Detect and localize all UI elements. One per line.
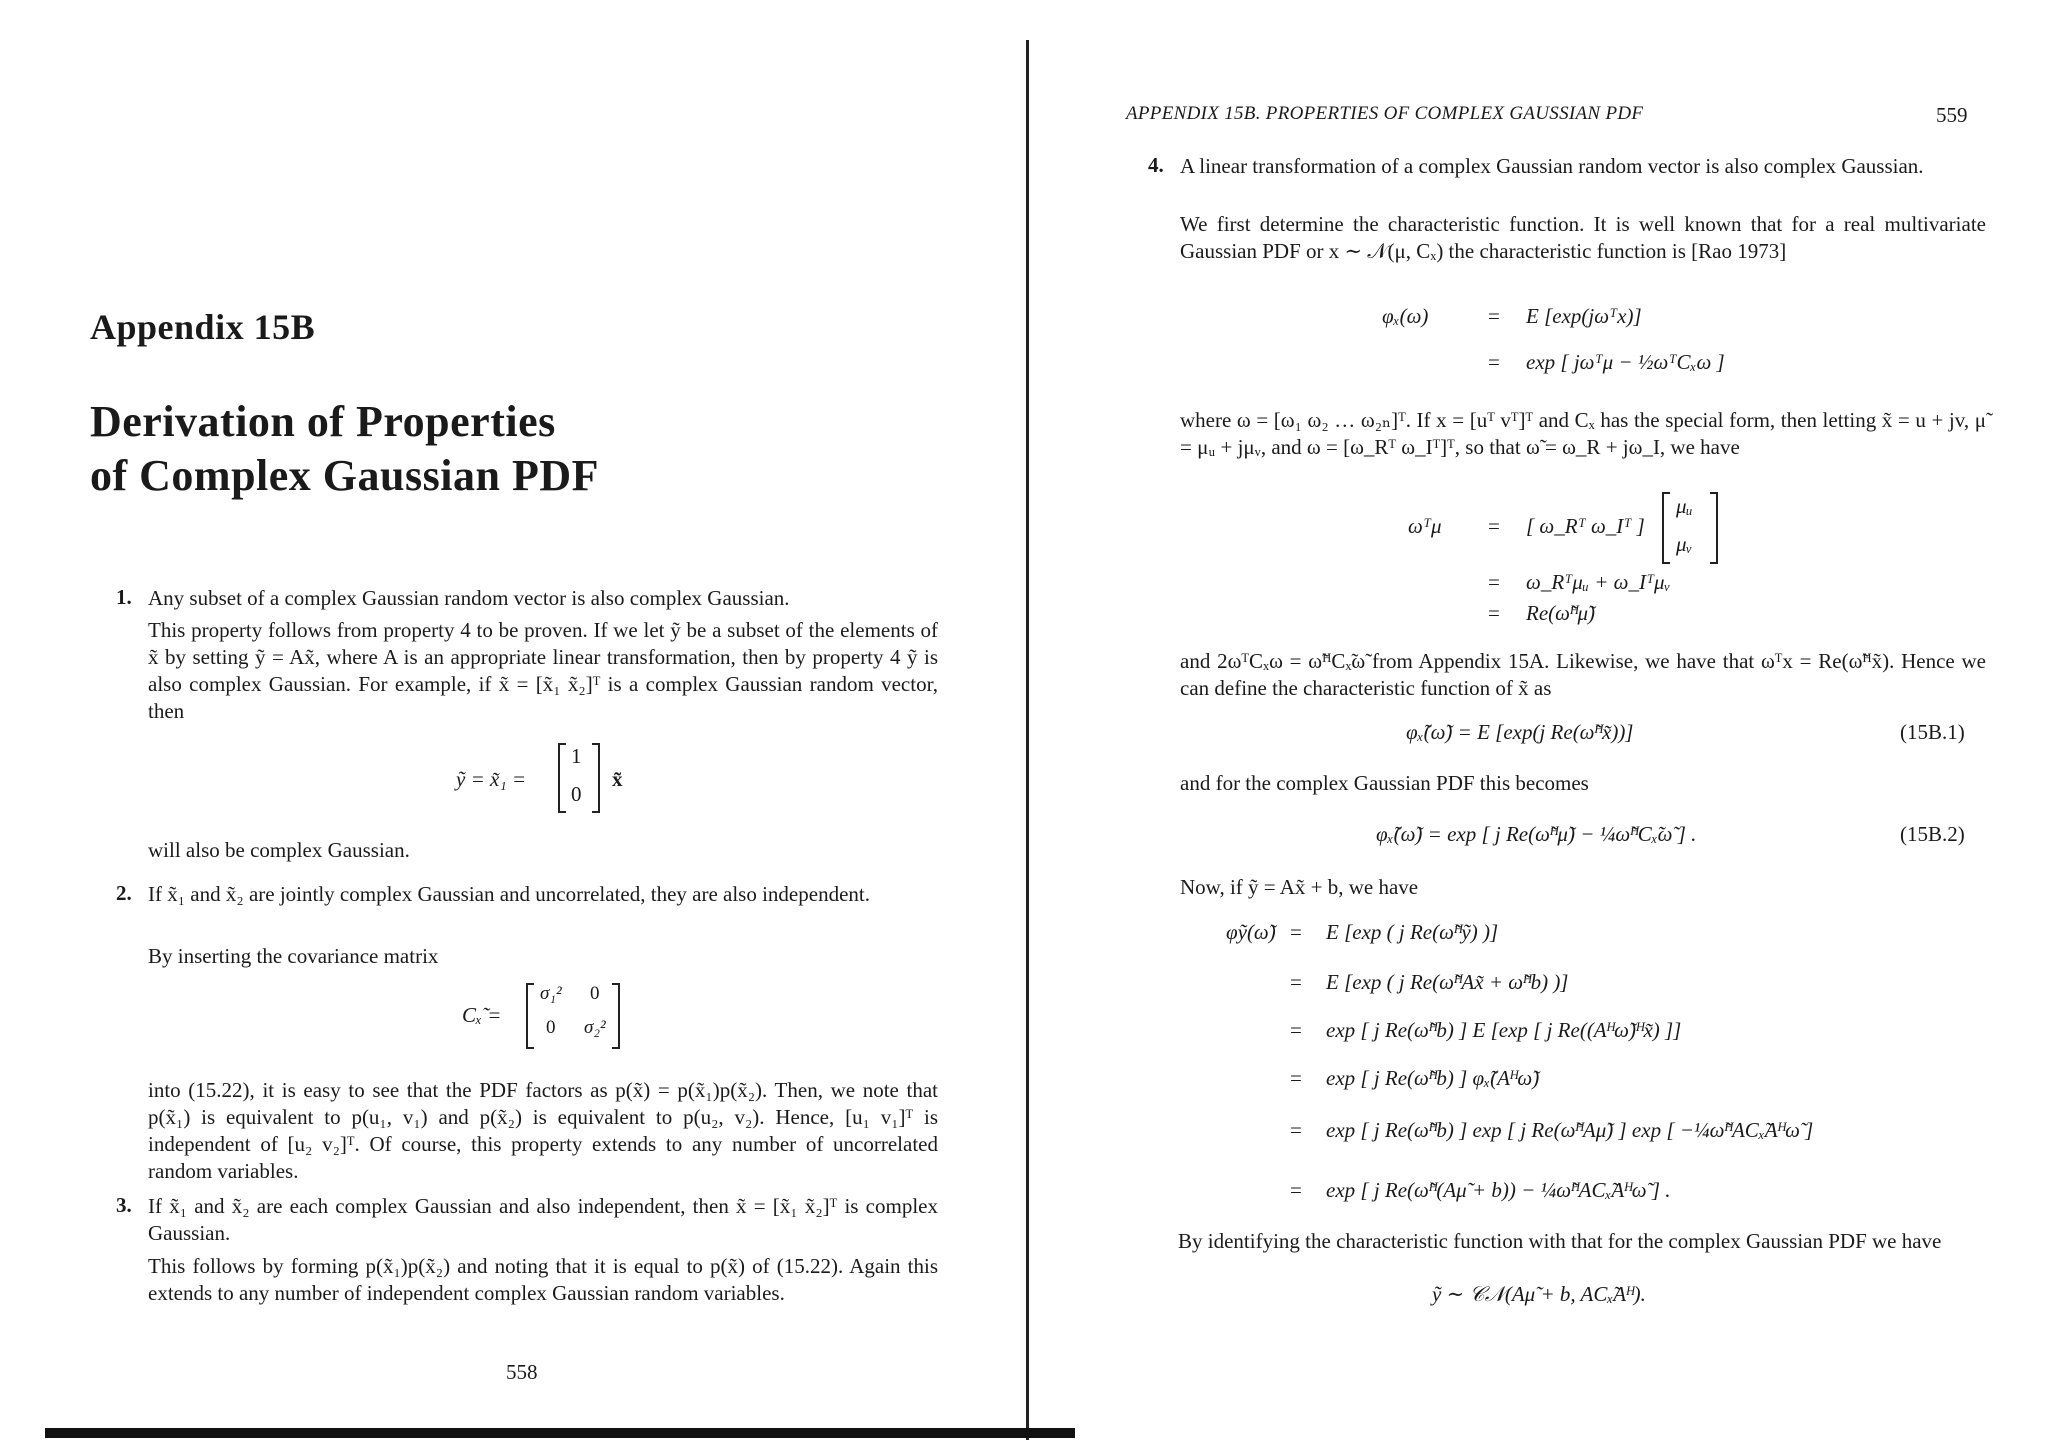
eq-c: φₓ̃(ω̃) = E [exp(j Re(ω̃ᴴx̃))] (1406, 720, 1634, 744)
eq-e5-rhs: exp [ j Re(ω̃ᴴb) ] exp [ j Re(ω̃ᴴAμ̃) ] exp [ −¼ω̃ᴴACₓ̃Aᴴω̃ ] (1326, 1118, 1814, 1142)
eq-b2-equals: = (1488, 570, 1500, 594)
item-2-bracket-left (526, 983, 534, 1049)
eq-a1-lhs: φₓ(ω) (1382, 304, 1429, 328)
item-1-bracket-right (592, 743, 600, 813)
eq-b1-col-bracket-left (1662, 492, 1670, 564)
eq-b1-equals: = (1488, 514, 1500, 538)
eq-a2-equals: = (1488, 350, 1500, 374)
eq-e4-equals: = (1290, 1066, 1302, 1090)
eq-b1-col-entry-2: μᵥ (1676, 532, 1693, 556)
item-1-matrix-entry-2: 0 (571, 782, 582, 806)
eq-a1-rhs: E [exp(jωᵀx)] (1526, 304, 1642, 328)
item-2-equation-lhs: Cₓ̃ = (462, 1003, 502, 1027)
item-1-equation-lhs: ỹ = x̃₁ = (456, 767, 527, 791)
bottom-rule (45, 1428, 1075, 1438)
paragraph-3: and 2ωᵀCₓω = ω̃ᴴCₓ̃ω̃ from Appendix 15A. Likewise, we have that ωᵀx = Re(ω̃ᴴx̃). Hence we can define the characteristic function of x̃ as (1180, 649, 1986, 700)
right-page (1030, 0, 2048, 1446)
eq-b1-row-vector: [ ω_Rᵀ ω_Iᵀ ] (1526, 514, 1645, 538)
item-3-statement: If x̃₁ and x̃₂ are each complex Gaussian and also independent, then x̃ = [x̃₁ x̃₂]ᵀ is complex Gaussian. (148, 1194, 938, 1245)
eq-e4-rhs: exp [ j Re(ω̃ᴴb) ] φₓ̃(Aᴴω̃) (1326, 1066, 1540, 1090)
item-2-matrix-22: σ₂² (584, 1017, 606, 1038)
eq-e-lhs: φỹ(ω̃) (1226, 920, 1276, 944)
item-4-number: 4. (1148, 153, 1164, 177)
right-page-number: 559 (1936, 103, 1968, 127)
item-1-body: This property follows from property 4 to be proven. If we let ỹ be a subset of the elements of x̃ by setting ỹ = Ax̃, where A is an appropriate linear transformation, then by property 4 ỹ is also complex Gaussian. For example, if x̃ = [x̃₁ x̃₂]ᵀ is a complex Gaussian random vector, then (148, 618, 938, 723)
eq-f: ỹ ∼ 𝒞𝒩(Aμ̃ + b, ACₓ̃Aᴴ). (1432, 1282, 1646, 1306)
paragraph-4: and for the complex Gaussian PDF this becomes (1180, 771, 1589, 795)
item-1-after: will also be complex Gaussian. (148, 838, 410, 862)
paragraph-6: By identifying the characteristic function with that for the complex Gaussian PDF we have (1178, 1229, 1942, 1253)
eq-b1-col-entry-1: μᵤ (1676, 494, 1693, 518)
item-2-after: into (15.22), it is easy to see that the PDF factors as p(x̃) = p(x̃₁)p(x̃₂). Then, we note that p(x̃₁) is equivalent to p(u₁, v₁) and p(x̃₂) is equivalent to p(u₂, v₂). Hence, [u₁ v₁]ᵀ is independent of [u₂ v₂]ᵀ. Of course, this property extends to any number of uncorrelated random variables. (148, 1078, 938, 1183)
eq-e5-equals: = (1290, 1118, 1302, 1142)
eq-d: φₓ̃(ω̃) = exp [ j Re(ω̃ᴴμ̃) − ¼ω̃ᴴCₓ̃ω̃ ] . (1376, 822, 1697, 846)
eq-a2-rhs: exp [ jωᵀμ − ½ωᵀCₓω ] (1526, 350, 1725, 374)
item-2-matrix-12: 0 (590, 983, 600, 1004)
eq-e6-rhs: exp [ j Re(ω̃ᴴ(Aμ̃ + b)) − ¼ω̃ᴴACₓ̃Aᴴω̃ ] . (1326, 1178, 1671, 1202)
item-1-matrix-entry-1: 1 (571, 744, 582, 768)
item-1-number: 1. (116, 585, 132, 609)
item-1-bracket-left (558, 743, 566, 813)
item-2-statement: If x̃₁ and x̃₂ are jointly complex Gaussian and uncorrelated, they are also independent. (148, 882, 870, 906)
eq-e2-equals: = (1290, 970, 1302, 994)
item-2-matrix-21: 0 (546, 1017, 556, 1038)
eq-e1-rhs: E [exp ( j Re(ω̃ᴴỹ) )] (1326, 920, 1499, 944)
eq-e3-rhs: exp [ j Re(ω̃ᴴb) ] E [exp [ j Re((Aᴴω̃)ᴴx̃) ]] (1326, 1018, 1682, 1042)
item-1-statement: Any subset of a complex Gaussian random vector is also complex Gaussian. (148, 586, 790, 610)
eq-b1-col-bracket-right (1710, 492, 1718, 564)
title-line-1: Derivation of Properties (90, 397, 556, 446)
paragraph-5: Now, if ỹ = Ax̃ + b, we have (1180, 875, 1419, 899)
eq-e6-equals: = (1290, 1178, 1302, 1202)
item-2-number: 2. (116, 881, 132, 905)
book-spine (1026, 40, 1029, 1440)
item-2-body: By inserting the covariance matrix (148, 944, 439, 968)
eq-d-number: (15B.2) (1900, 822, 1965, 846)
eq-e3-equals: = (1290, 1018, 1302, 1042)
paragraph-1: We first determine the characteristic function. It is well known that for a real multivariate Gaussian PDF or x ∼ 𝒩(μ, Cₓ) the characteristic function is [Rao 1973] (1180, 212, 1986, 263)
eq-b3-equals: = (1488, 601, 1500, 625)
item-2-matrix-11: σ₁² (540, 983, 562, 1004)
running-head: APPENDIX 15B. PROPERTIES OF COMPLEX GAUSSIAN PDF (1126, 103, 1644, 124)
item-1-equation-rhs: x̃ (612, 767, 623, 791)
eq-c-number: (15B.1) (1900, 720, 1965, 744)
eq-b2-rhs: ω_Rᵀμᵤ + ω_Iᵀμᵥ (1526, 570, 1671, 594)
appendix-label: Appendix 15B (90, 307, 316, 347)
eq-b1-lhs: ωᵀμ (1408, 514, 1442, 538)
eq-e2-rhs: E [exp ( j Re(ω̃ᴴAx̃ + ω̃ᴴb) )] (1326, 970, 1569, 994)
eq-b3-rhs: Re(ω̃ᴴμ̃) (1526, 601, 1595, 625)
item-2-bracket-right (612, 983, 620, 1049)
left-page-number: 558 (506, 1360, 538, 1384)
eq-e1-equals: = (1290, 920, 1302, 944)
eq-a1-equals: = (1488, 304, 1500, 328)
paragraph-2: where ω = [ω₁ ω₂ … ω₂ₙ]ᵀ. If x = [uᵀ vᵀ]ᵀ and Cₓ has the special form, then letting x̃ = u + jv, μ̃ = μᵤ + jμᵥ, and ω = [ω_Rᵀ ω_Iᵀ]ᵀ, so that ω̃ = ω_R + jω_I, we have (1180, 408, 1986, 459)
item-3-body: This follows by forming p(x̃₁)p(x̃₂) and noting that it is equal to p(x̃) of (15.22). Again this extends to any number of independent complex Gaussian random variables. (148, 1254, 938, 1305)
item-4-statement: A linear transformation of a complex Gaussian random vector is also complex Gaussian. (1180, 154, 1924, 178)
item-3-number: 3. (116, 1193, 132, 1217)
title-line-2: of Complex Gaussian PDF (90, 451, 599, 500)
